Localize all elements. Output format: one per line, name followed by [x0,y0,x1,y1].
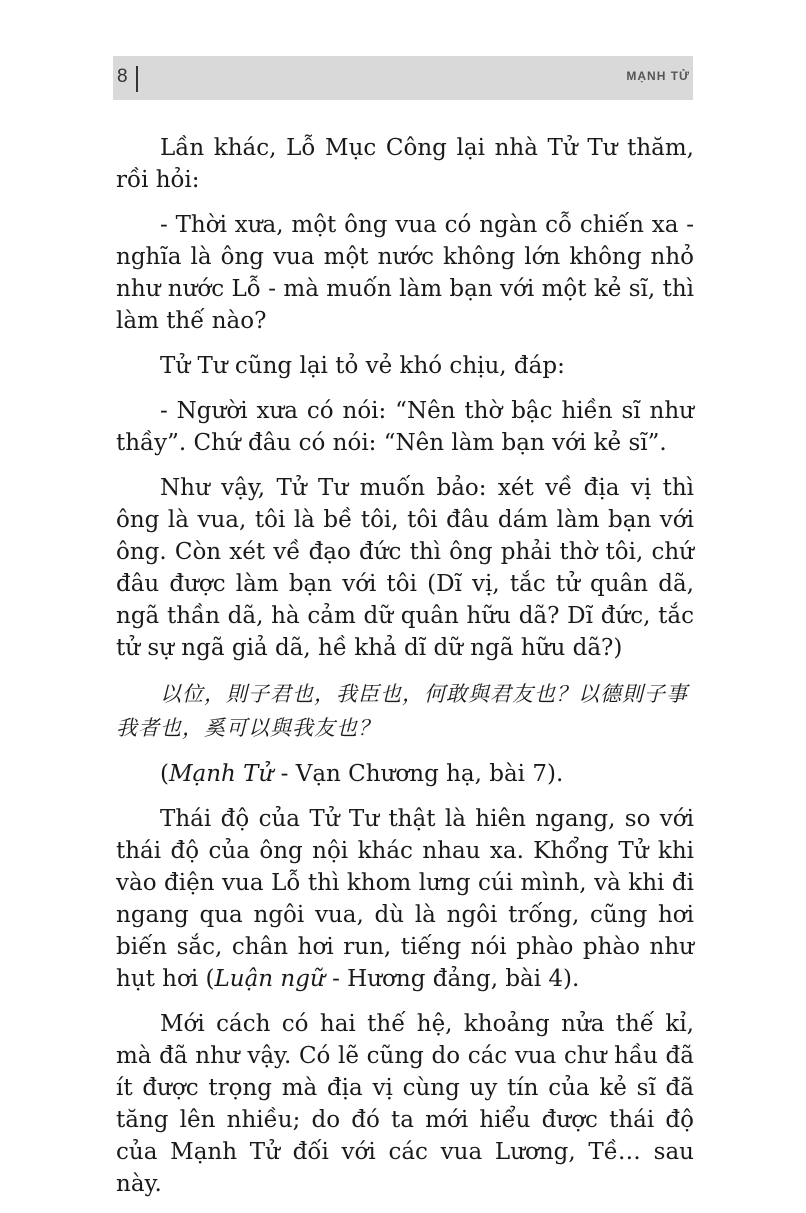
paragraph-5: Như vậy, Tử Tư muốn bảo: xét về địa vị thì ông là vua, tôi là bề tôi, tôi đâu dám làm bạn với ông. Còn xét về đạo đức thì ông phải thờ tôi, chứ đâu được làm bạn với tôi (Dĩ vị, tắc tử quân dã, ngã thần dã, hà cảm dữ quân hữu dã? Dĩ đức, tắc tử sự ngã giả dã, hề khả dĩ dữ ngã hữu dã?) [116,475,694,661]
paragraph-7-text-b: - Hương đảng, bài 4). [324,966,580,992]
paragraph-2: - Thời xưa, một ông vua có ngàn cỗ chiến xa - nghĩa là ông vua một nước không lớn không nhỏ như nước Lỗ - mà muốn làm bạn với một kẻ sĩ, thì làm thế nào? [116,212,694,334]
citation [116,758,694,790]
citation-book: Mạnh Tử [168,761,274,787]
paragraph-8: Mới cách có hai thế hệ, khoảng nửa thế kỉ, mà đã như vậy. Có lẽ cũng do các vua chư hầu đã ít được trọng mà địa vị cùng uy tín của kẻ sĩ đã tăng lên nhiều; do đó ta mới hiểu được thái độ của Mạnh Tử đối với các vua Lương, Tề… sau này. [116,1011,694,1197]
citation-open: ( [160,761,169,787]
header-bar [113,56,693,100]
header-divider [136,66,138,92]
citation-rest: - Vạn Chương hạ, bài 7). [273,761,564,787]
paragraph-3: Tử Tư cũng lại tỏ vẻ khó chịu, đáp: [160,353,565,379]
page-number: 8 [117,66,128,87]
paragraph-1: Lần khác, Lỗ Mục Công lại nhà Tử Tư thăm, rồi hỏi: [116,135,694,193]
running-title: MẠNH TỬ [626,69,690,83]
paragraph-7 [116,803,694,995]
paragraph-4: - Người xưa có nói: “Nên thờ bậc hiền sĩ như thầy”. Chứ đâu có nói: “Nên làm bạn với kẻ sĩ”. [116,398,694,456]
chinese-quote: 以位，則子君也，我臣也，何敢與君友也？以德則子事我者也，奚可以與我友也？ [116,682,688,740]
paragraph-7-book: Luận ngữ [214,966,325,992]
paragraph-7-text-a: Thái độ của Tử Tư thật là hiên ngang, so với thái độ của ông nội khác nhau xa. Khổng Tử khi vào điện vua Lỗ thì khom lưng cúi mình, và khi đi ngang qua ngôi vua, dù là ngôi trống, cũng hơi biến sắc, chân hơi run, tiếng nói phào phào như hụt hơi ( [116,806,694,992]
page-body [116,132,694,1213]
